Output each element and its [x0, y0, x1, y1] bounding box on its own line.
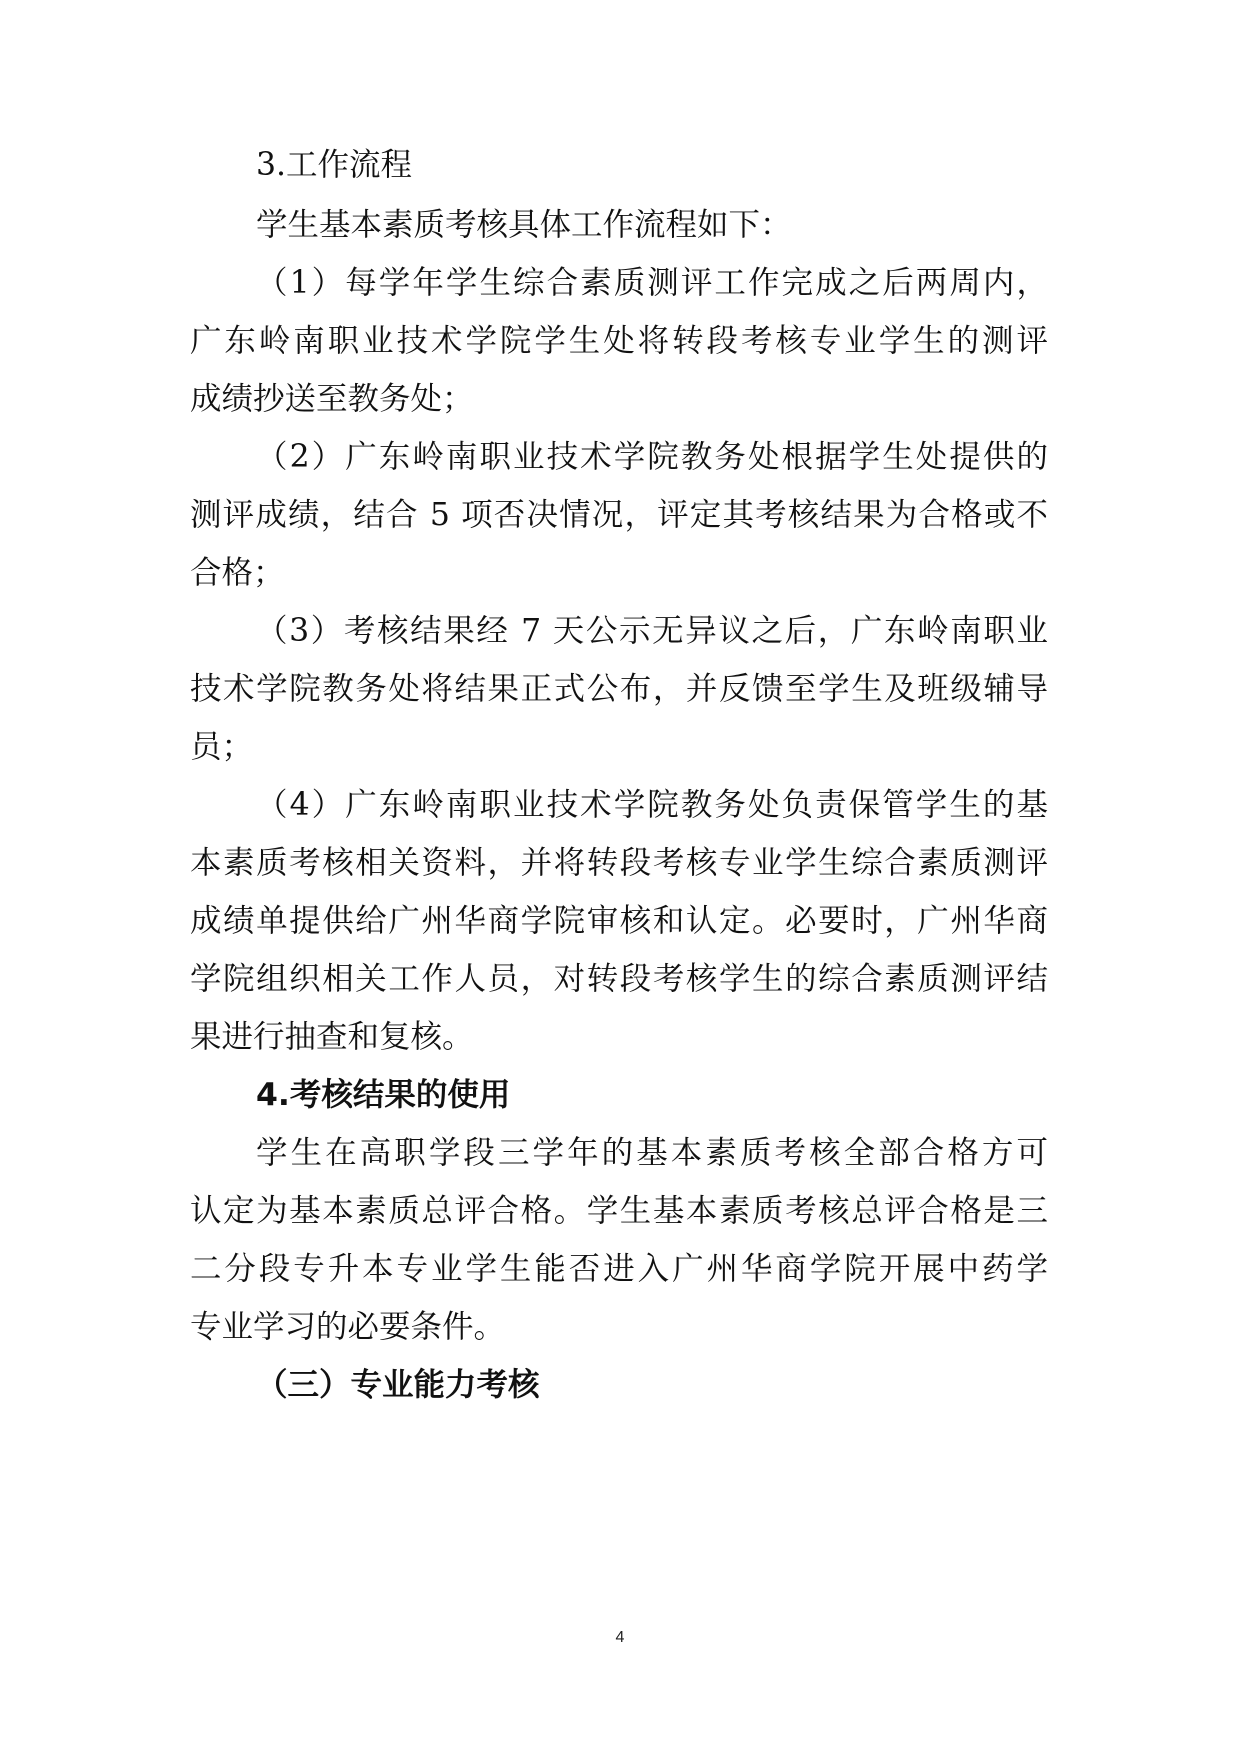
step-4-line: 学院组织相关工作人员，对转段考核学生的综合素质测评结 [190, 961, 1048, 997]
step-4-line: 本素质考核相关资料，并将转段考核专业学生综合素质测评 [190, 845, 1048, 881]
step-1-line: 广东岭南职业技术学院学生处将转段考核专业学生的测评 [190, 323, 1048, 359]
result-paragraph-line: 二分段专升本专业学生能否进入广州华商学院开展中药学 [190, 1251, 1048, 1287]
result-paragraph-line: 认定为基本素质总评合格。学生基本素质考核总评合格是三 [190, 1193, 1048, 1229]
result-paragraph-line: 专业学习的必要条件。 [190, 1309, 506, 1345]
workflow-heading: 3.工作流程 [256, 147, 413, 183]
step-4-line: 果进行抽查和复核。 [190, 1019, 474, 1055]
step-1-line: （1）每学年学生综合素质测评工作完成之后两周内， [256, 265, 1048, 301]
section-three-heading: （三）专业能力考核 [256, 1367, 540, 1403]
step-2-line: 测评成绩，结合 5 项否决情况，评定其考核结果为合格或不 [190, 497, 1048, 533]
result-heading: 4.考核结果的使用 [256, 1077, 511, 1113]
step-1-line: 成绩抄送至教务处； [190, 381, 474, 417]
step-2-line: （2）广东岭南职业技术学院教务处根据学生处提供的 [256, 439, 1048, 475]
step-2-line: 合格； [190, 555, 285, 591]
step-3-line: 技术学院教务处将结果正式公布，并反馈至学生及班级辅导 [190, 671, 1048, 707]
step-3-line: （3）考核结果经 7 天公示无异议之后，广东岭南职业 [256, 613, 1048, 649]
workflow-intro: 学生基本素质考核具体工作流程如下： [256, 207, 792, 243]
result-paragraph-line: 学生在高职学段三学年的基本素质考核全部合格方可 [256, 1135, 1048, 1171]
page-number: 4 [615, 1629, 625, 1646]
step-3-line: 员； [190, 729, 254, 765]
step-4-line: 成绩单提供给广州华商学院审核和认定。必要时，广州华商 [190, 903, 1048, 939]
step-4-line: （4）广东岭南职业技术学院教务处负责保管学生的基 [256, 787, 1048, 823]
